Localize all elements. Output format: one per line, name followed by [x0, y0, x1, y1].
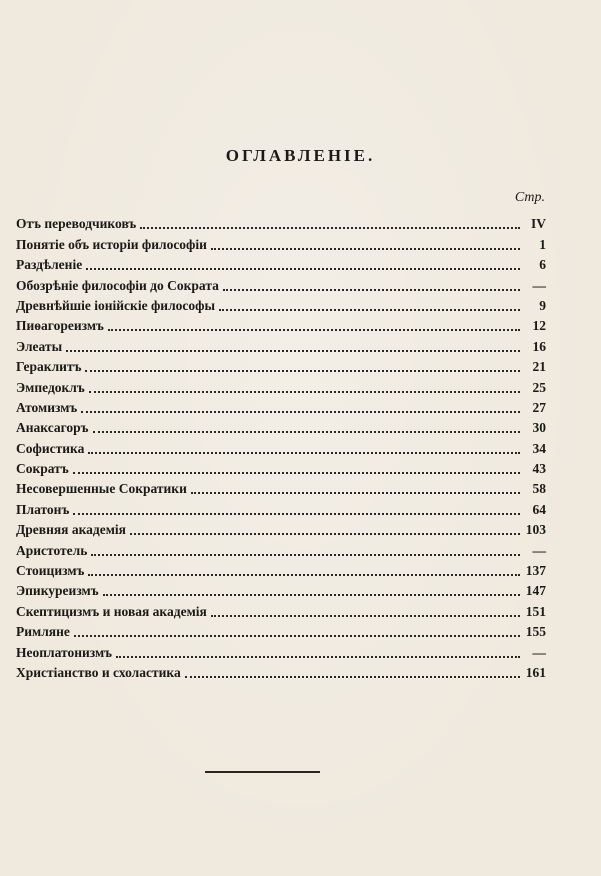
toc-entry [16, 436, 546, 456]
toc-entry-page: — [532, 277, 546, 293]
toc-entry-label: Отъ переводчиковъ [16, 216, 137, 232]
toc-entry [16, 559, 546, 579]
toc-entry-page: 137 [525, 563, 546, 579]
toc-entry-label: Римляне [16, 624, 70, 640]
toc-entry-label: Софистика [16, 440, 85, 456]
toc-entry-page: — [532, 542, 546, 558]
dot-leader [85, 360, 520, 372]
toc-entry [16, 518, 546, 538]
toc-entry-label: Христіанство и схоластика [16, 664, 181, 680]
dot-leader [73, 462, 520, 474]
page-column-label: Стр. [514, 190, 545, 205]
dot-leader [88, 564, 520, 576]
toc-entry [16, 314, 546, 334]
dot-leader [66, 340, 520, 352]
toc-entry [16, 355, 546, 375]
toc-entry-page: — [532, 644, 546, 660]
toc-entry [16, 457, 546, 477]
dot-leader [130, 523, 520, 535]
toc-entry [16, 497, 546, 517]
toc-entry [16, 477, 546, 497]
toc-entry-label: Обозрѣніе философіи до Сократа [16, 277, 219, 293]
dot-leader [219, 299, 520, 311]
toc-entry-label: Эпикуреизмъ [16, 583, 99, 599]
toc-entry [16, 599, 546, 619]
toc-entry-page: 16 [532, 338, 546, 354]
toc-entry [16, 416, 546, 436]
toc-entry [16, 579, 546, 599]
toc-entry-label: Атомизмъ [16, 399, 78, 415]
toc-entry-page: 6 [539, 257, 546, 273]
toc-entry-page: 43 [532, 461, 546, 477]
toc-entry-page: 1 [539, 236, 546, 252]
toc-entry-label: Гераклитъ [16, 359, 82, 375]
toc-entry-label: Понятіе объ исторіи философіи [16, 236, 207, 252]
toc-entry-label: Эмпедоклъ [16, 379, 85, 395]
toc-entry-label: Сократъ [16, 461, 69, 477]
dot-leader [211, 605, 520, 617]
toc-entry-page: 25 [532, 379, 546, 395]
toc-entry-label: Пиѳагореизмъ [16, 318, 104, 334]
dot-leader [191, 482, 520, 494]
toc-entry [16, 640, 546, 660]
dot-leader [89, 381, 520, 393]
dot-leader [103, 584, 520, 596]
toc-entry [16, 232, 546, 252]
toc-entry-page: IV [530, 216, 546, 232]
toc-entry [16, 396, 546, 416]
toc-entry [16, 253, 546, 273]
toc-entry [16, 334, 546, 354]
toc-entry-label: Стоицизмъ [16, 563, 85, 579]
toc-entry-label: Несовершенные Сократики [16, 481, 187, 497]
toc-entry-page: 151 [525, 603, 546, 619]
dot-leader [211, 238, 520, 250]
toc-entry-label: Древнѣйшіе іонійскіе философы [16, 297, 216, 313]
dot-leader [116, 646, 520, 658]
toc-entry-label: Скептицизмъ и новая академія [16, 603, 207, 619]
toc-entry-label: Анаксагоръ [16, 420, 89, 436]
dot-leader [74, 625, 520, 637]
toc-entry-page: 103 [525, 522, 546, 538]
toc-entry [16, 212, 546, 232]
toc-entry-page: 58 [532, 481, 546, 497]
toc-entry [16, 294, 546, 314]
toc-entry-page: 27 [532, 399, 546, 415]
toc-entry-page: 30 [532, 420, 546, 436]
section-divider [205, 771, 320, 773]
toc-entry-page: 64 [532, 501, 546, 517]
toc-entry-label: Неоплатонизмъ [16, 644, 113, 660]
toc-entry-label: Аристотель [16, 542, 88, 558]
toc-entry-page: 12 [532, 318, 546, 334]
toc-entry-page: 161 [525, 664, 546, 680]
dot-leader [86, 258, 520, 270]
toc-entry [16, 661, 546, 681]
dot-leader [223, 279, 520, 291]
dot-leader [73, 503, 520, 515]
toc-entry-label: Древняя академія [16, 522, 126, 538]
dot-leader [81, 401, 520, 413]
table-of-contents [16, 212, 546, 681]
toc-entry-page: 147 [525, 583, 546, 599]
dot-leader [140, 217, 520, 229]
toc-entry-label: Раздѣленіе [16, 257, 83, 273]
dot-leader [91, 544, 520, 556]
toc-entry-label: Платонъ [16, 501, 70, 517]
toc-entry-page: 34 [532, 440, 546, 456]
dot-leader [93, 421, 520, 433]
toc-entry-page: 155 [525, 624, 546, 640]
toc-entry [16, 273, 546, 293]
dot-leader [108, 319, 520, 331]
toc-entry [16, 375, 546, 395]
toc-entry-page: 9 [539, 297, 546, 313]
dot-leader [88, 442, 520, 454]
toc-entry [16, 620, 546, 640]
dot-leader [185, 666, 520, 678]
toc-entry [16, 538, 546, 558]
toc-entry-page: 21 [532, 359, 546, 375]
toc-entry-label: Элеаты [16, 338, 63, 354]
page-title: ОГЛАВЛЕНІЕ. [225, 146, 376, 165]
